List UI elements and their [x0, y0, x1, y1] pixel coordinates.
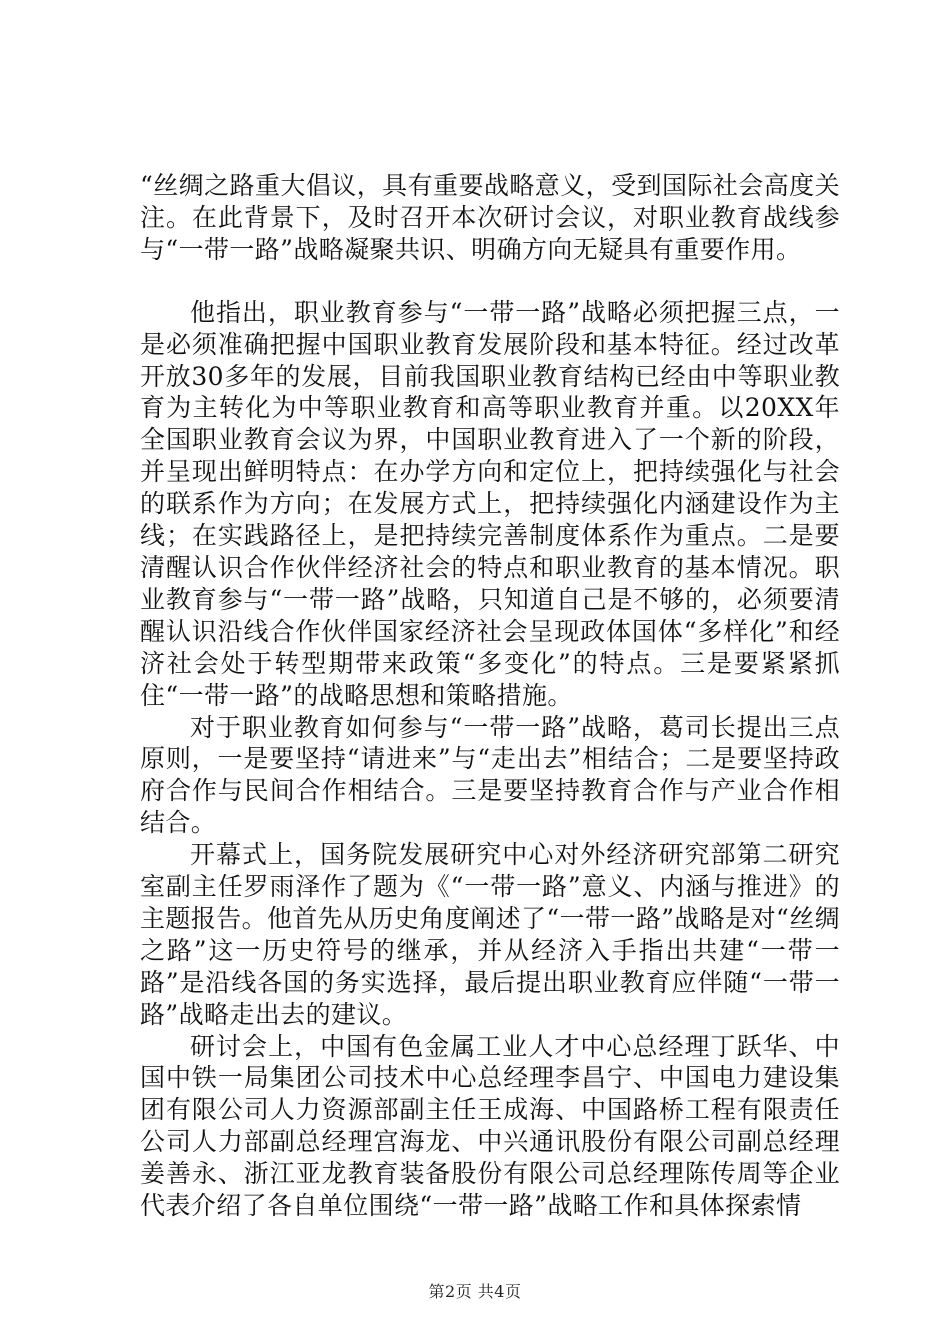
paragraph-1: “丝绸之路重大倡议，具有重要战略意义，受到国际社会高度关注。在此背景下，及时召开本次研讨会议，对职业教育战线参与“一带一路”战略凝聚共识、明确方向无疑具有重要作用。 — [140, 171, 840, 264]
paragraph-4: 开幕式上，国务院发展研究中心对外经济研究部第二研究室副主任罗雨泽作了题为《“一带一路”意义、内涵与推进》的主题报告。他首先从历史角度阐述了“一带一路”战略是对“丝绸之路”这一历史符号的继承，并从经济入手指出共建“一带一路”是沿线各国的务实选择，最后提出职业教育应伴随“一带一路”战略走出去的建议。 — [140, 840, 840, 1029]
page-number-footer: 第2页 共4页 — [428, 1282, 522, 1301]
document-body — [140, 170, 840, 1222]
paragraph-5: 研讨会上，中国有色金属工业人才中心总经理丁跃华、中国中铁一局集团公司技术中心总经理李昌宁、中国电力建设集团有限公司人力资源部副主任王成海、中国路桥工程有限责任公司人力部副总经理宫海龙、中兴通讯股份有限公司副总经理姜善永、浙江亚龙教育装备股份有限公司总经理陈传周等企业代表介绍了各自单位围绕“一带一路”战略工作和具体探索情 — [140, 1031, 840, 1221]
paragraph-spacer — [140, 266, 840, 297]
paragraph-2: 他指出，职业教育参与“一带一路”战略必须把握三点，一是必须准确把握中国职业教育发展阶段和基本特征。经过改革开放30多年的发展，目前我国职业教育结构已经由中等职业教育为主转化为中等职业教育和高等职业教育并重。以20XX年全国职业教育会议为界，中国职业教育进入了一个新的阶段，并呈现出鲜明特点：在办学方向和定位上，把持续强化与社会的联系作为方向；在发展方式上，把持续强化内涵建设作为主线；在实践路径上，是把持续完善制度体系作为重点。二是要清醒认识合作伙伴经济社会的特点和职业教育的基本情况。职业教育参与“一带一路”战略，只知道自己是不够的，必须要清醒认识沿线合作伙伴国家经济社会呈现政体国体“多样化”和经济社会处于转型期带来政策“多变化”的特点。三是要紧紧抓住“一带一路”的战略思想和策略措施。 — [140, 297, 840, 710]
paragraph-3: 对于职业教育如何参与“一带一路”战略，葛司长提出三点原则，一是要坚持“请进来”与“走出去”相结合；二是要坚持政府合作与民间合作相结合。三是要坚持教育合作与产业合作相结合。 — [140, 712, 840, 838]
